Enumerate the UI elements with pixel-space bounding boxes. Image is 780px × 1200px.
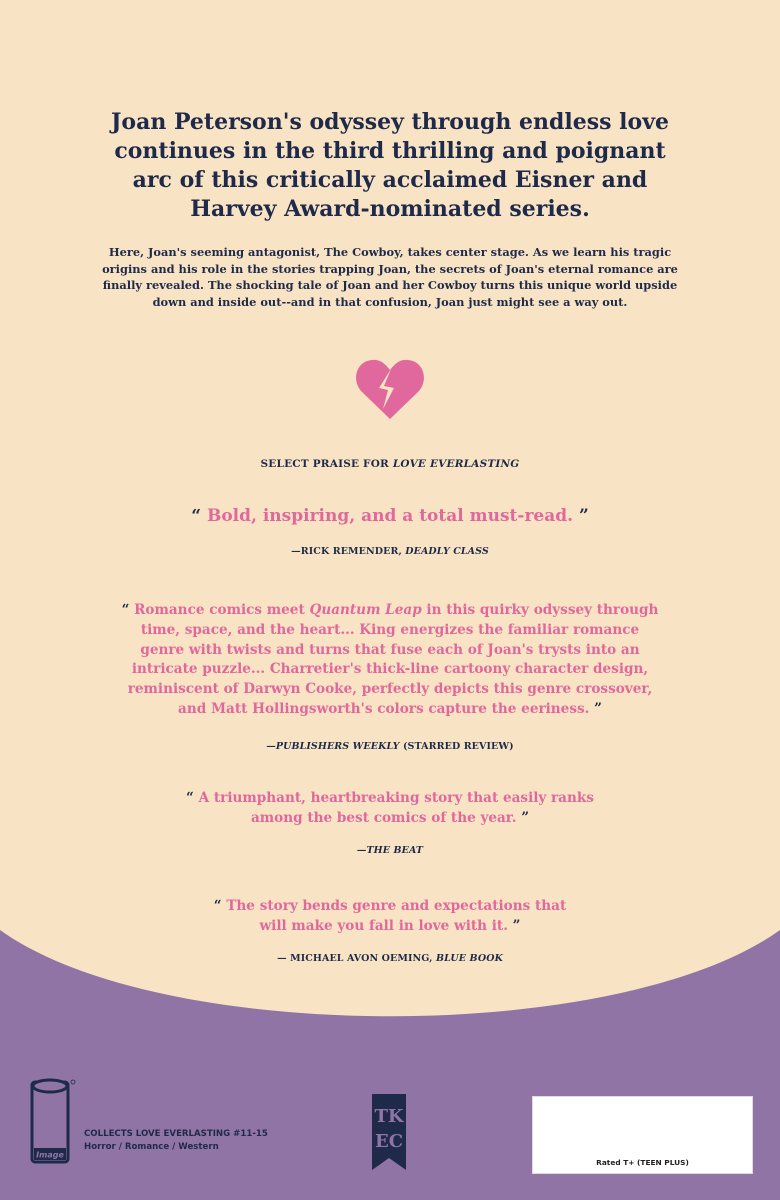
quote-3-attribution <box>90 845 690 856</box>
attribution-name: — MICHAEL AVON OEMING, <box>277 953 436 964</box>
open-quote-mark: “ <box>186 790 194 806</box>
quote-text: in this quirky odyssey through <box>421 602 659 618</box>
rating-label: Rated T+ (TEEN PLUS) <box>596 1158 689 1167</box>
quote-text: A triumphant, heartbreaking story that easily ranks <box>198 790 594 806</box>
quote-line <box>160 916 620 936</box>
quote-line: intricate puzzle... Charretier's thick-line cartoony character design, <box>131 661 649 678</box>
quote-2 <box>88 601 692 720</box>
attribution-source: THE BEAT <box>366 845 424 856</box>
attribution-name: —RICK REMENDER, <box>291 546 406 557</box>
blurb-line: down and inside out--and in that confusion, Joan just might see a way out. <box>152 294 628 309</box>
quote-line: Bold, inspiring, and a total must-read. <box>206 506 574 526</box>
quote-line <box>88 700 692 720</box>
collects-info <box>84 1128 344 1153</box>
close-quote-mark: ” <box>521 810 530 826</box>
broken-heart-icon <box>355 357 425 421</box>
praise-heading <box>90 458 690 470</box>
quote-line: time, space, and the heart... King energizes the familiar romance <box>140 621 640 638</box>
quote-text: will make you fall in love with it. <box>259 918 508 934</box>
open-quote-mark: “ <box>213 898 222 914</box>
collects-line: COLLECTS LOVE EVERLASTING #11-15 <box>84 1129 268 1139</box>
attribution-source: PUBLISHERS WEEKLY <box>275 741 400 752</box>
headline <box>90 108 690 224</box>
attribution-dash: — <box>356 845 367 856</box>
quote-4-attribution <box>90 953 690 964</box>
quote-text: and Matt Hollingsworth's colors capture the eeriness. <box>178 700 590 717</box>
blurb-line: finally revealed. The shocking tale of Joan and her Cowboy turns this unique world upside <box>102 278 678 292</box>
close-quote-mark: ” <box>578 506 589 526</box>
attribution-source: BLUE BOOK <box>435 953 503 964</box>
quote-line <box>160 896 620 916</box>
headline-line: Harvey Award-nominated series. <box>190 196 590 222</box>
attribution-note: (STARRED REVIEW) <box>399 741 514 752</box>
quote-1-attribution <box>90 546 690 557</box>
quote-3 <box>150 788 630 828</box>
image-comics-logo <box>28 1076 78 1168</box>
praise-heading-title: LOVE EVERLASTING <box>392 458 520 470</box>
tkec-imprint-logo <box>370 1092 408 1172</box>
open-quote-mark: “ <box>121 602 130 618</box>
quote-2-attribution <box>90 741 690 752</box>
quote-line <box>150 788 630 808</box>
blurb-line: origins and his role in the stories trapping Joan, the secrets of Joan's eternal romance are <box>102 261 678 276</box>
headline-line: Joan Peterson's odyssey through endless love <box>110 109 669 135</box>
image-logo-text: Image <box>36 1150 64 1160</box>
headline-line: arc of this critically acclaimed Eisner and <box>132 167 648 193</box>
close-quote-mark: ” <box>594 700 602 717</box>
genres-line: Horror / Romance / Western <box>84 1141 219 1152</box>
attribution-dash: — <box>266 741 276 752</box>
quote-line <box>88 601 692 621</box>
quote-text: Romance comics meet <box>134 602 310 618</box>
tkec-logo-text-top: TK <box>374 1106 404 1127</box>
quote-text: among the best comics of the year. <box>250 810 517 826</box>
headline-line: continues in the third thrilling and poignant <box>114 138 666 164</box>
close-quote-mark: ” <box>512 918 521 934</box>
attribution-source: DEADLY CLASS <box>405 546 489 557</box>
quote-line: genre with twists and turns that fuse each of Joan's trysts into an <box>140 641 640 658</box>
tkec-logo-text-bottom: EC <box>374 1131 404 1152</box>
blurb-line: Here, Joan's seeming antagonist, The Cowboy, takes center stage. As we learn his tragic <box>108 245 672 259</box>
quote-line: reminiscent of Darwyn Cooke, perfectly depicts this genre crossover, <box>127 681 653 698</box>
quote-text: The story bends genre and expectations that <box>226 898 567 914</box>
praise-heading-prefix: SELECT PRAISE FOR <box>260 458 393 470</box>
barcode-rating-box <box>532 1096 753 1174</box>
quote-line <box>150 808 630 828</box>
quote-1 <box>90 503 690 529</box>
open-quote-mark: “ <box>191 506 202 526</box>
synopsis-blurb <box>95 244 685 310</box>
quote-4 <box>160 896 620 936</box>
quote-italic-title: Quantum Leap <box>309 602 422 618</box>
